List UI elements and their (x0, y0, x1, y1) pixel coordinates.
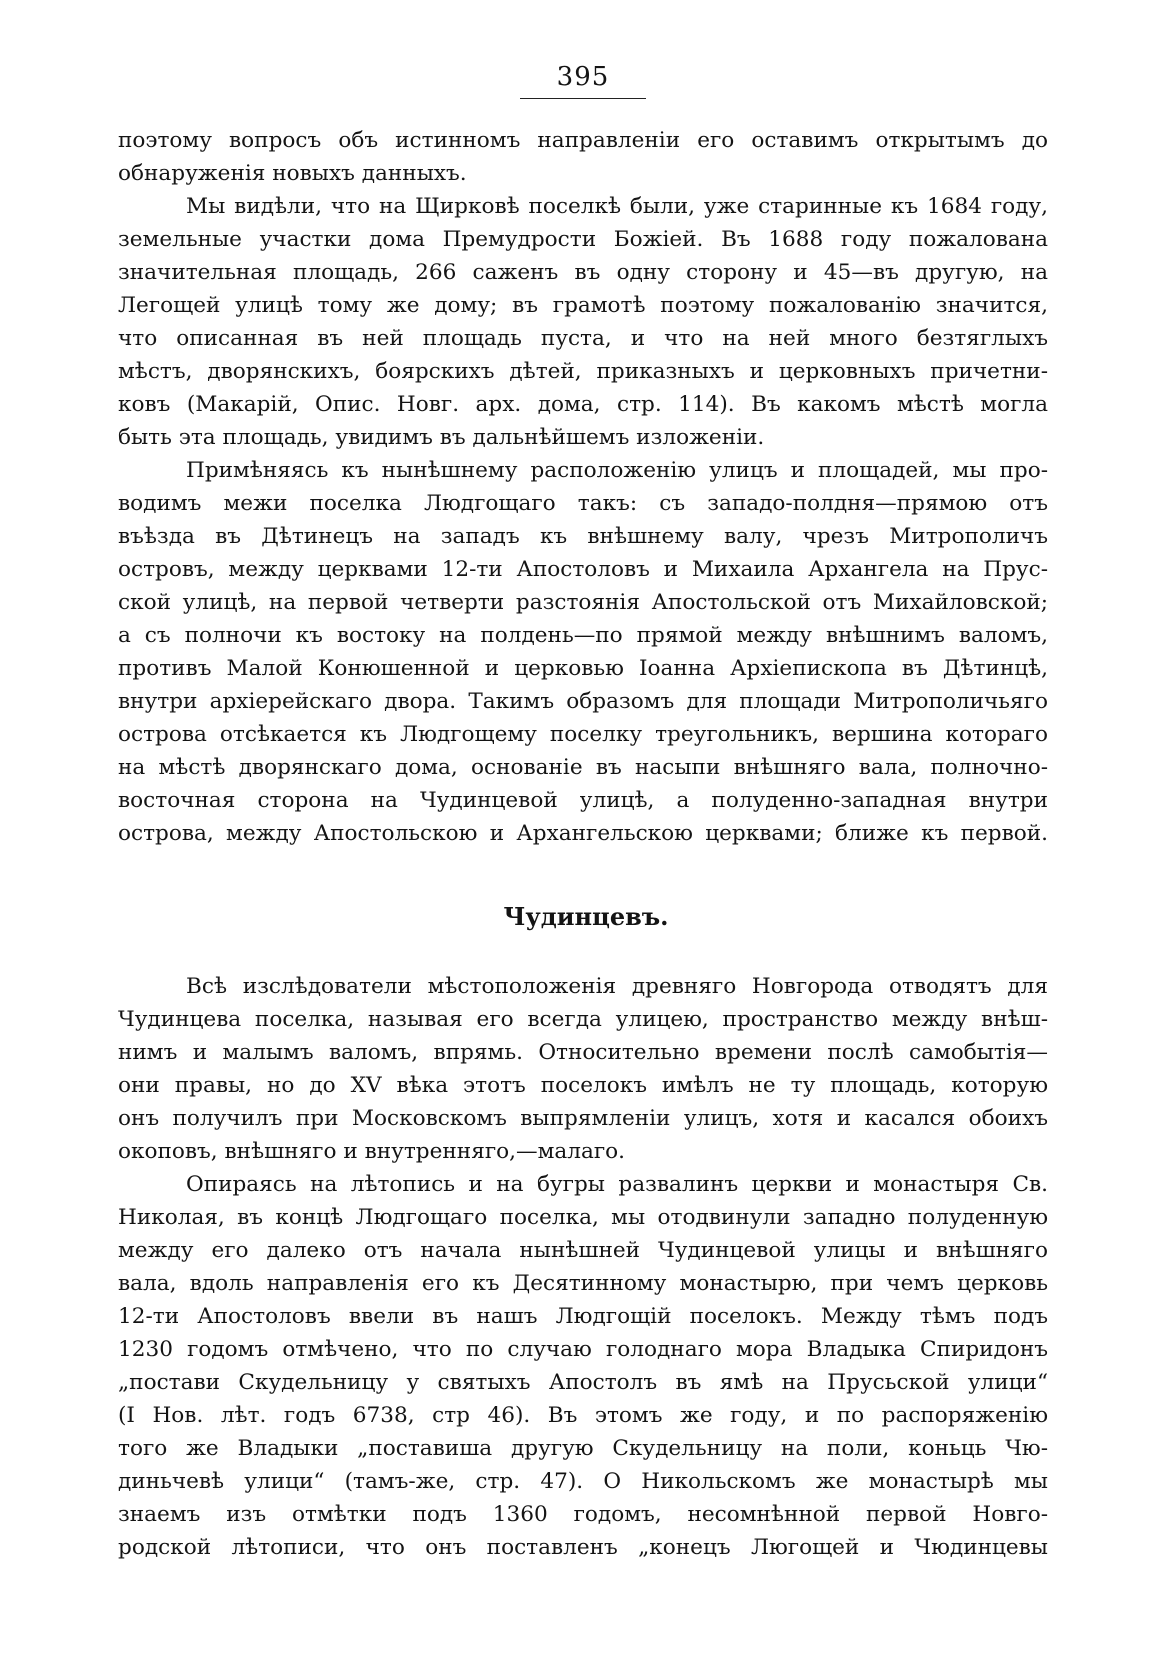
text-line: окоповъ, внѣшняго и внутренняго,—малаго. (118, 1139, 626, 1164)
text-line: вала, вдоль направленія его къ Десятинному монастырю, при чемъ церковь (118, 1271, 1048, 1296)
text-line: Примѣняясь къ нынѣшнему расположенію улицъ и площадей, мы про- (186, 458, 1048, 483)
text-line: (I Нов. лѣт. годъ 6738, стр 46). Въ этомъ же году, и по распоряженію (118, 1403, 1048, 1428)
page-number: 395 (556, 62, 610, 92)
text-line: родской лѣтописи, что онъ поставленъ „конецъ Люгощей и Чюдинцевы (118, 1535, 1048, 1560)
text-line: между его далеко отъ начала нынѣшней Чудинцевой улицы и внѣшняго (118, 1238, 1048, 1263)
text-line: 12-ти Апостоловъ ввели въ нашъ Людгощій поселокъ. Между тѣмъ подъ (118, 1304, 1048, 1329)
text-line: Николая, въ концѣ Людгощаго поселка, мы отодвинули западно полуденную (118, 1205, 1048, 1230)
text-line: ковъ (Макарій, Опис. Новг. арх. дома, стр. 114). Въ какомъ мѣстѣ могла (118, 392, 1048, 417)
text-line: островъ, между церквами 12-ти Апостоловъ и Михаила Архангела на Прус- (118, 557, 1048, 582)
text-line: острова, между Апостольскою и Архангельскою церквами; ближе къ первой. (118, 821, 1048, 846)
section-title: Чудинцевъ. (503, 902, 669, 931)
text-line: Легощей улицѣ тому же дому; въ грамотѣ поэтому пожалованію значится, (118, 293, 1048, 318)
text-line: а съ полночи къ востоку на полдень—по прямой между внѣшнимъ валомъ, (118, 623, 1048, 648)
text-line: Всѣ изслѣдователи мѣстоположенія древняго Новгорода отводятъ для (186, 974, 1048, 999)
text-line: на мѣстѣ дворянскаго дома, основаніе въ насыпи внѣшняго вала, полночно- (118, 755, 1048, 780)
text-line: противъ Малой Конюшенной и церковью Іоанна Архіепископа въ Дѣтинцѣ, (118, 656, 1048, 681)
text-line: „постави Скудельницу у святыхъ Апостолъ въ ямѣ на Прусьской улици“ (118, 1370, 1048, 1395)
text-line: водимъ межи поселка Людгощаго такъ: съ западо-полдня—прямою отъ (118, 491, 1048, 516)
header-rule (520, 98, 646, 99)
text-line: поэтому вопросъ объ истинномъ направленіи его оставимъ открытымъ до (118, 128, 1048, 153)
text-line: острова отсѣкается къ Людгощему поселку треугольникъ, вершина котораго (118, 722, 1048, 747)
text-line: въѣзда въ Дѣтинецъ на западъ къ внѣшнему валу, чрезъ Митрополичъ (118, 524, 1048, 549)
text-line: земельные участки дома Премудрости Божіей. Въ 1688 году пожалована (118, 227, 1048, 252)
text-line: быть эта площадь, увидимъ въ дальнѣйшемъ изложеніи. (118, 425, 765, 450)
text-line: 1230 годомъ отмѣчено, что по случаю голоднаго мора Владыка Спиридонъ (118, 1337, 1048, 1362)
text-line: того же Владыки „поставиша другую Скудельницу на поли, коньць Чю- (118, 1436, 1048, 1461)
text-line: они правы, но до XV вѣка этотъ поселокъ имѣлъ не ту площадь, которую (118, 1073, 1048, 1098)
text-line: что описанная въ ней площадь пуста, и что на ней много безтяглыхъ (118, 326, 1048, 351)
text-line: мѣстъ, дворянскихъ, боярскихъ дѣтей, приказныхъ и церковныхъ причетни- (118, 359, 1048, 384)
text-line: Опираясь на лѣтопись и на бугры развалинъ церкви и монастыря Св. (186, 1172, 1048, 1197)
text-line: Чудинцева поселка, называя его всегда улицею, пространство между внѣш- (118, 1007, 1048, 1032)
text-line: онъ получилъ при Московскомъ выпрямленіи улицъ, хотя и касался обоихъ (118, 1106, 1048, 1131)
text-line: обнаруженія новыхъ данныхъ. (118, 161, 467, 186)
text-line: восточная сторона на Чудинцевой улицѣ, а полуденно-западная внутри (118, 788, 1048, 813)
text-line: внутри архіерейскаго двора. Такимъ образомъ для площади Митрополичьяго (118, 689, 1048, 714)
text-line: диньчевѣ улици“ (тамъ-же, стр. 47). О Никольскомъ же монастырѣ мы (118, 1469, 1048, 1494)
text-line: ской улицѣ, на первой четверти разстоянія Апостольской отъ Михайловской; (118, 590, 1048, 615)
text-line: Мы видѣли, что на Щирковѣ поселкѣ были, уже старинные къ 1684 году, (186, 194, 1048, 219)
text-line: нимъ и малымъ валомъ, впрямь. Относительно времени послѣ самобытія— (118, 1040, 1048, 1065)
text-line: значительная площадь, 266 саженъ въ одну сторону и 45—въ другую, на (118, 260, 1048, 285)
text-line: знаемъ изъ отмѣтки подъ 1360 годомъ, несомнѣнной первой Новго- (118, 1502, 1048, 1527)
